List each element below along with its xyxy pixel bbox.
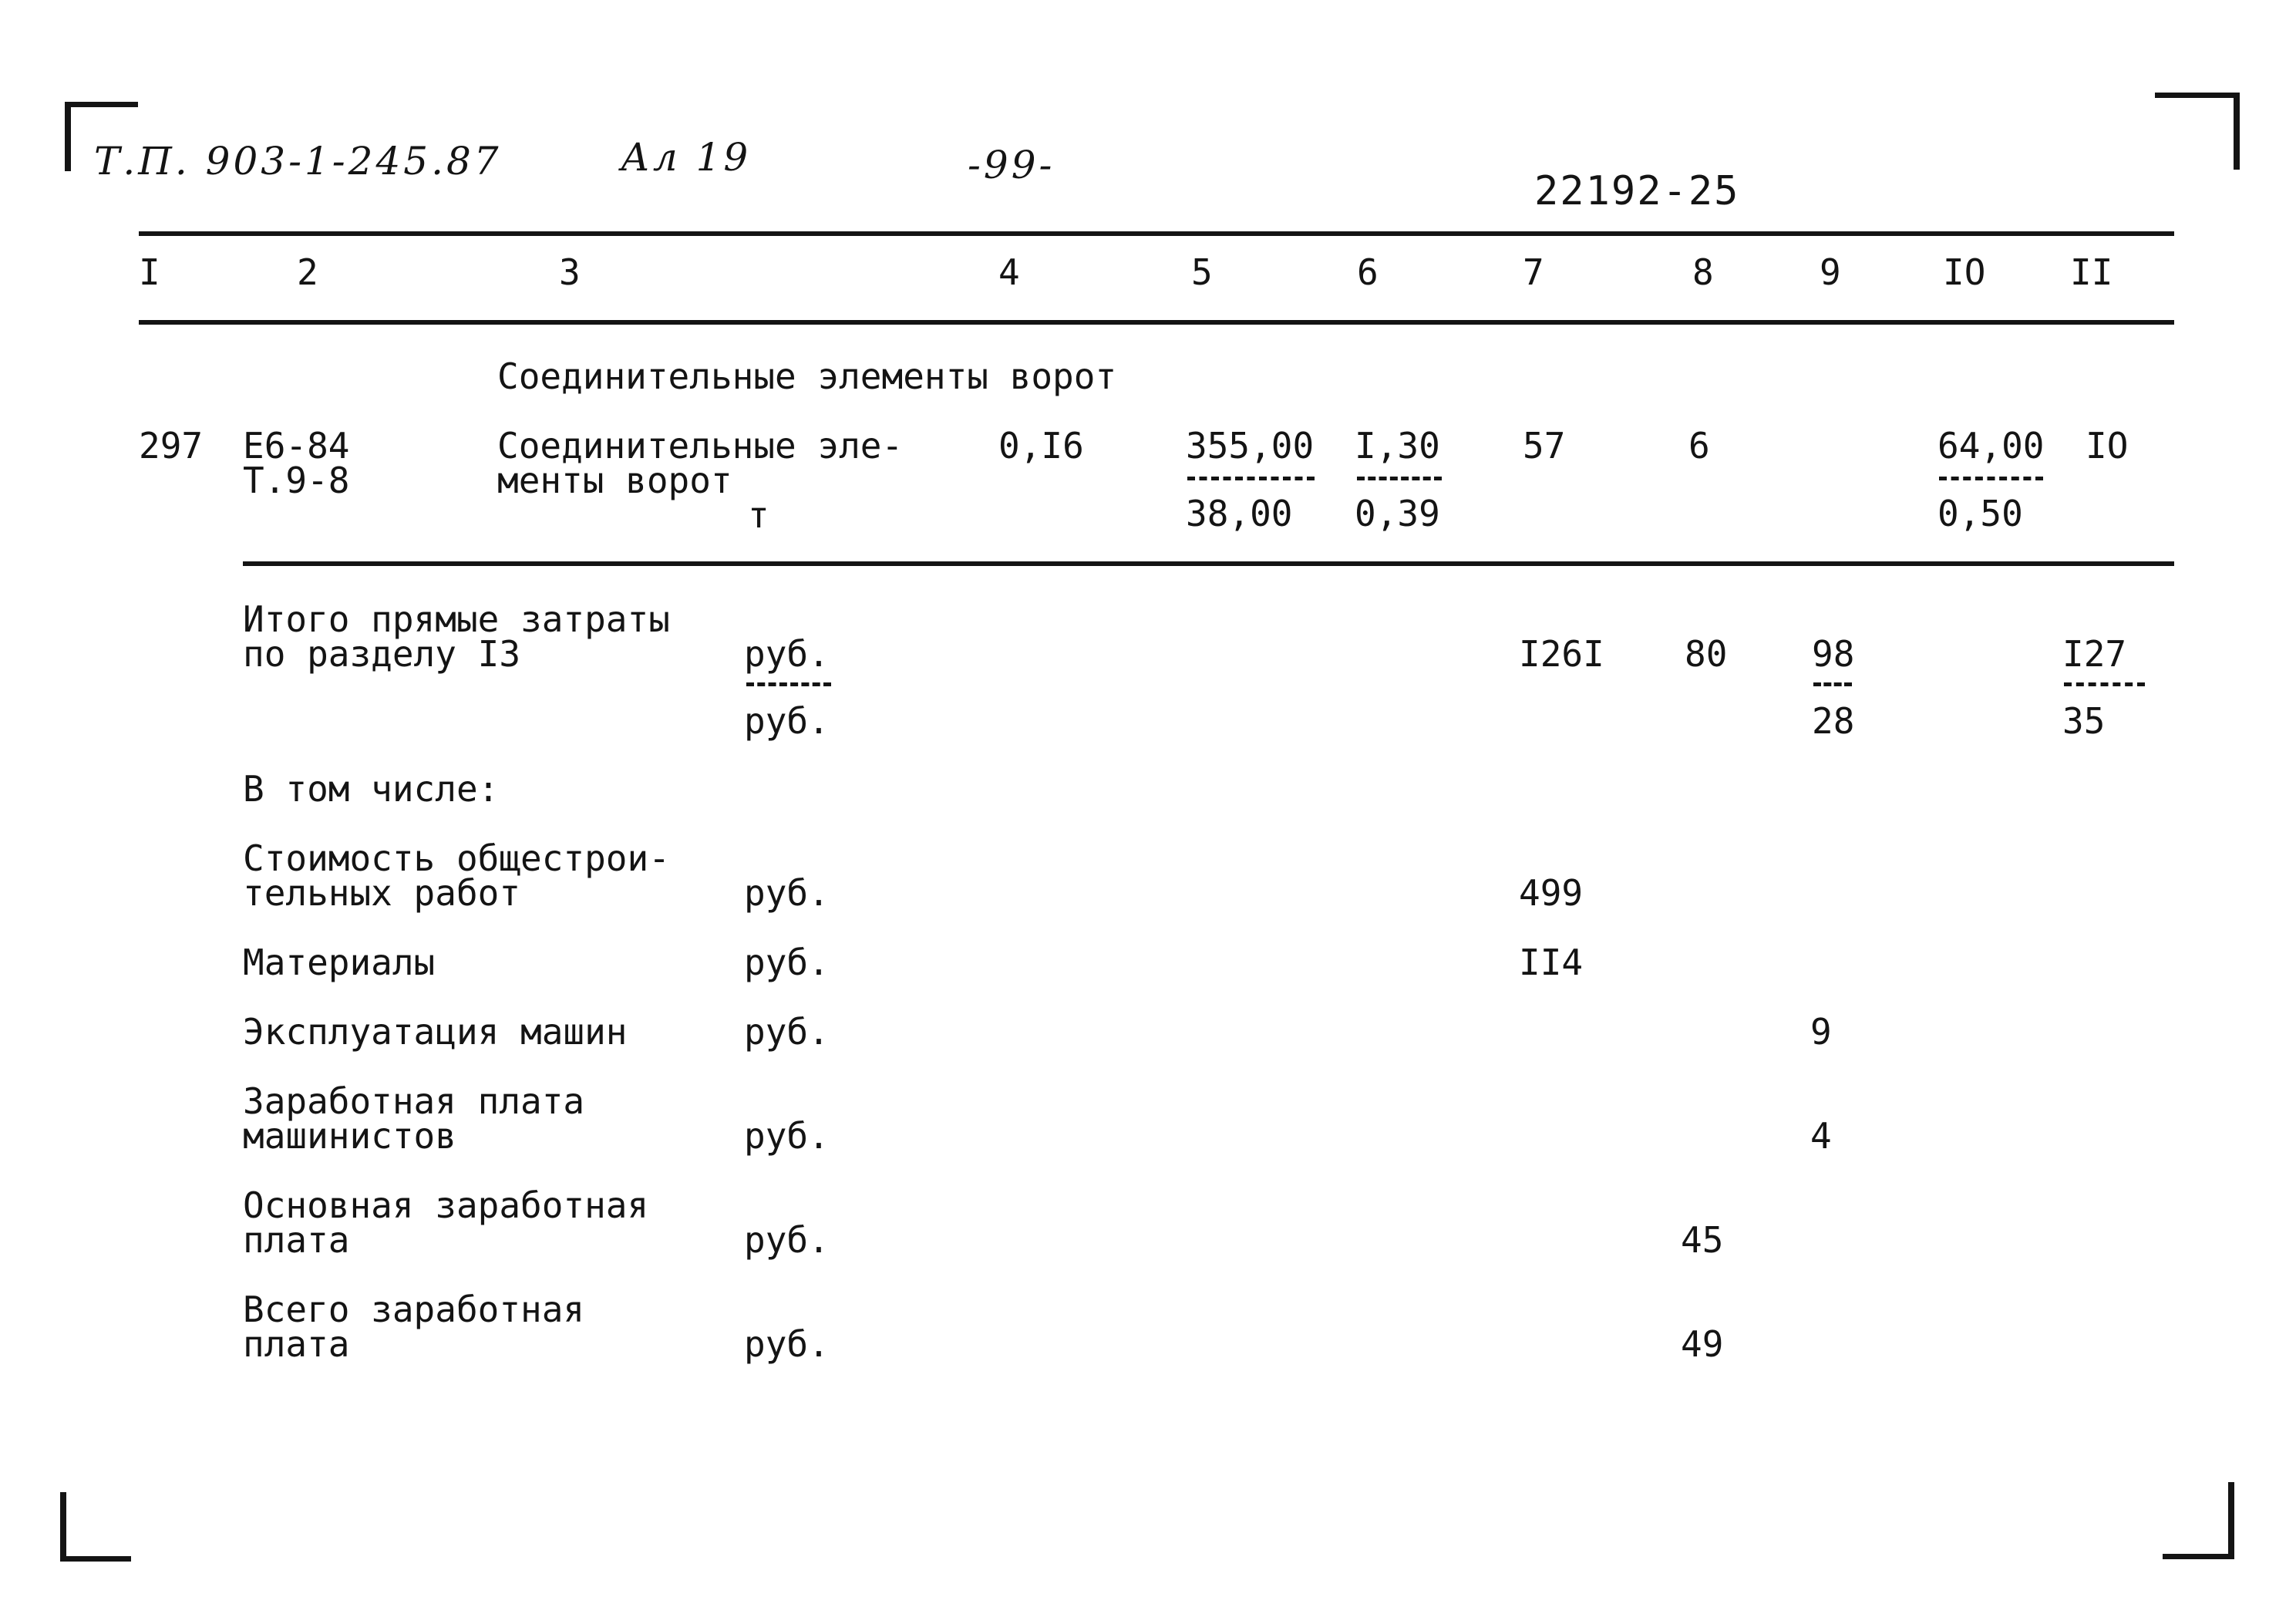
labor-cost-bottom: 0,50 — [1937, 493, 2023, 534]
breakdown-label: Стоимость общестрои- — [243, 837, 670, 879]
total-machines-top: 98 — [1812, 633, 1855, 675]
item-quantity: 0,I6 — [998, 425, 1084, 467]
total-label: Итого прямые затраты — [243, 598, 670, 640]
column-header: 4 — [998, 251, 1020, 293]
breakdown-value: II4 — [1519, 942, 1584, 983]
column-header: 3 — [559, 251, 581, 293]
fraction-line — [1357, 477, 1442, 480]
fraction-line — [1187, 477, 1315, 480]
breakdown-label: Эксплуатация машин — [243, 1011, 628, 1053]
item-number: 297 — [139, 425, 204, 467]
fraction-line — [1939, 477, 2043, 480]
column-header: 6 — [1357, 251, 1379, 293]
fraction-line — [1813, 682, 1852, 686]
section-title: Соединительные элементы ворот — [497, 355, 1117, 397]
column-header: IO — [1943, 251, 1986, 293]
album-number: Ал 19 — [621, 135, 752, 180]
breakdown-value: 49 — [1681, 1323, 1724, 1365]
fraction-line — [746, 682, 831, 686]
doc-code: Т.П. 903-1-245.87 — [94, 139, 502, 184]
corner-mark-top-left — [65, 102, 71, 171]
breakdown-unit: руб. — [744, 942, 830, 983]
corner-mark-top-right — [2155, 93, 2240, 98]
including-label: В том числе: — [243, 768, 500, 810]
column-header: 9 — [1820, 251, 1841, 293]
total-cost: I26I — [1519, 633, 1604, 675]
item-unit: т — [748, 494, 769, 536]
breakdown-label: машинистов — [243, 1115, 456, 1157]
corner-mark-top-left — [65, 102, 138, 107]
page-number: -99- — [968, 143, 1055, 187]
breakdown-value: 9 — [1810, 1011, 1832, 1053]
column-header: 2 — [297, 251, 318, 293]
breakdown-label: плата — [243, 1219, 350, 1261]
total-wages: 80 — [1685, 633, 1728, 675]
labor-total: IO — [2086, 425, 2129, 467]
item-code: Т.9-8 — [243, 460, 350, 501]
fraction-line — [2064, 682, 2145, 686]
breakdown-label: плата — [243, 1323, 350, 1365]
corner-mark-bottom-right — [2228, 1482, 2234, 1559]
corner-mark-bottom-left — [60, 1556, 131, 1562]
column-header: 8 — [1692, 251, 1714, 293]
table-header-rule — [139, 320, 2174, 325]
item-name: Соединительные эле- — [497, 425, 904, 467]
corner-mark-top-right — [2234, 93, 2240, 170]
breakdown-label: Всего заработная — [243, 1289, 585, 1330]
breakdown-unit: руб. — [744, 1219, 830, 1261]
breakdown-unit: руб. — [744, 1323, 830, 1365]
labor-norm-bottom: 0,39 — [1355, 493, 1440, 534]
item-separator-rule — [243, 561, 2174, 566]
total-unit-top: руб. — [744, 633, 830, 675]
unit-cost-top: 355,00 — [1186, 425, 1315, 467]
labor-cost-top: 64,00 — [1937, 425, 2045, 467]
column-header: 7 — [1523, 251, 1544, 293]
corner-mark-bottom-left — [60, 1492, 66, 1562]
table-top-rule — [139, 231, 2174, 236]
breakdown-value: 499 — [1519, 872, 1584, 914]
breakdown-label: Основная заработная — [243, 1184, 649, 1226]
unit-cost-bottom: 38,00 — [1186, 493, 1293, 534]
breakdown-value: 4 — [1810, 1115, 1832, 1157]
item-code: Е6-84 — [243, 425, 350, 467]
column-header: II — [2070, 251, 2113, 293]
labor-norm-top: I,30 — [1355, 425, 1440, 467]
inventory-number: 22192-25 — [1534, 168, 1740, 214]
breakdown-label: тельных работ — [243, 872, 521, 914]
column-header: 5 — [1191, 251, 1213, 293]
total-labor-bottom: 35 — [2062, 700, 2106, 742]
column-header: I — [139, 251, 160, 293]
breakdown-unit: руб. — [744, 872, 830, 914]
breakdown-label: Материалы — [243, 942, 436, 983]
total-unit-bottom: руб. — [744, 700, 830, 742]
total-cost: 57 — [1523, 425, 1566, 467]
breakdown-value: 45 — [1681, 1219, 1724, 1261]
corner-mark-bottom-right — [2163, 1554, 2234, 1559]
wages-cost: 6 — [1688, 425, 1710, 467]
total-labor-top: I27 — [2062, 633, 2127, 675]
item-name: менты ворот — [497, 460, 732, 501]
total-label: по разделу I3 — [243, 633, 521, 675]
total-machines-bottom: 28 — [1812, 700, 1855, 742]
breakdown-unit: руб. — [744, 1011, 830, 1053]
breakdown-label: Заработная плата — [243, 1080, 585, 1122]
breakdown-unit: руб. — [744, 1115, 830, 1157]
